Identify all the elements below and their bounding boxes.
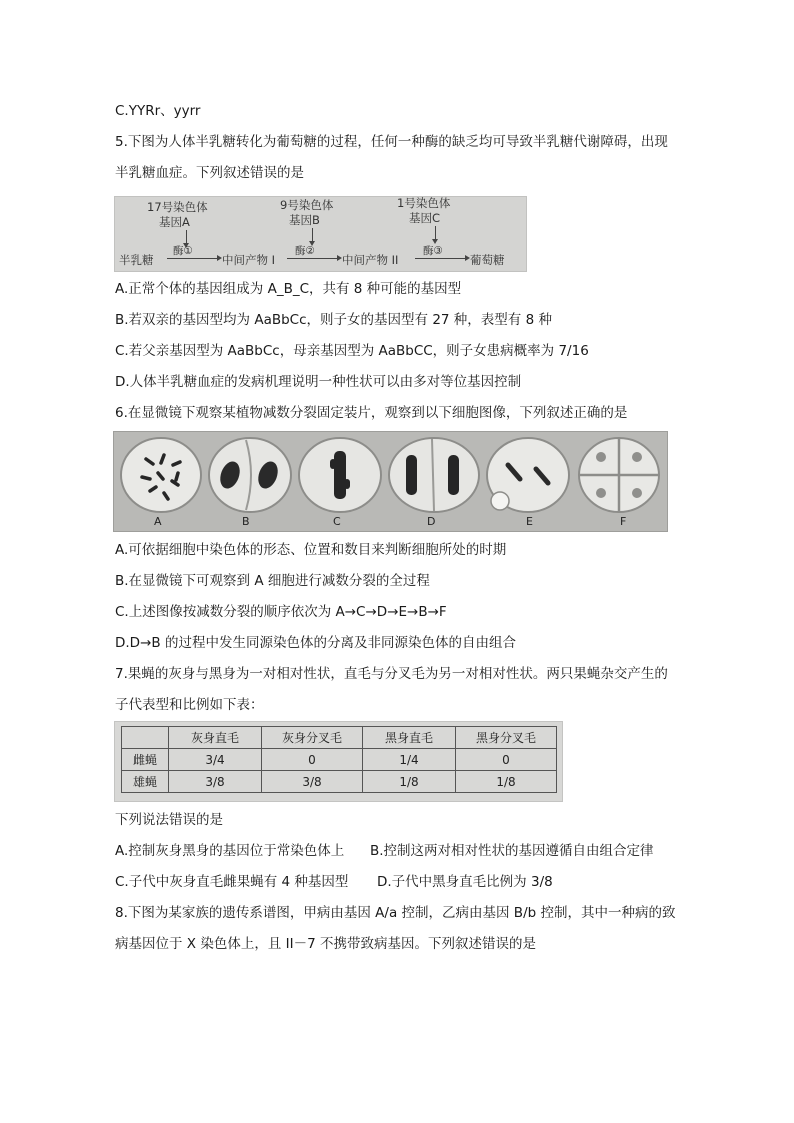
cell-image-d bbox=[386, 435, 482, 515]
cell-image-c bbox=[296, 435, 384, 515]
q6-option-c: C.上述图像按减数分裂的顺序依次为 A→C→D→E→B→F bbox=[115, 604, 447, 620]
offspring-ratio-table bbox=[121, 726, 557, 793]
gene-b-chromosome: 9号染色体 bbox=[280, 198, 334, 212]
q5-option-c: C.若父亲基因型为 AaBbCc，母亲基因型为 AaBbCC，则子女患病概率为 7/16 bbox=[115, 343, 589, 359]
table-header-cell: 黑身分叉毛 bbox=[456, 727, 557, 749]
cell-label-e: E bbox=[526, 515, 533, 528]
q4-option-c: C.YYRr、yyrr bbox=[115, 103, 201, 119]
table-cell: 1/8 bbox=[456, 771, 557, 793]
table-cell: 3/4 bbox=[169, 749, 262, 771]
gene-c-arrow bbox=[435, 226, 436, 240]
cell-image-e bbox=[484, 435, 572, 515]
reaction-arrow-3 bbox=[415, 258, 465, 259]
cell-label-b: B bbox=[242, 515, 250, 528]
offspring-ratio-table-image bbox=[114, 721, 563, 802]
gene-c-chromosome: 1号染色体 bbox=[397, 196, 451, 210]
table-header-cell bbox=[122, 727, 169, 749]
enzyme-2-label: 酶② bbox=[295, 245, 315, 257]
intermediate-1-label: 中间产物 I bbox=[222, 253, 276, 267]
q7-option-c: C.子代中灰身直毛雌果蝇有 4 种基因型 bbox=[115, 874, 349, 890]
product-label: 葡萄糖 bbox=[470, 253, 505, 267]
q5-stem-line1: 5.下图为人体半乳糖转化为葡萄糖的过程，任何一种酶的缺乏均可导致半乳糖代谢障碍，出现 bbox=[115, 134, 668, 150]
q7-option-d: D.子代中黑身直毛比例为 3/8 bbox=[377, 874, 553, 890]
intermediate-2-label: 中间产物 II bbox=[342, 253, 399, 267]
table-cell: 0 bbox=[456, 749, 557, 771]
enzyme-3-label: 酶③ bbox=[423, 245, 443, 257]
q7-option-a: A.控制灰身黑身的基因位于常染色体上 bbox=[115, 843, 345, 859]
q5-stem-line2: 半乳糖血症。下列叙述错误的是 bbox=[115, 165, 304, 181]
galactose-pathway-diagram bbox=[114, 196, 527, 272]
q7-stem-line2: 子代表型和比例如下表： bbox=[115, 697, 264, 713]
table-row bbox=[122, 749, 557, 771]
cell-label-a: A bbox=[154, 515, 162, 528]
q7-stem-line1: 7.果蝇的灰身与黑身为一对相对性状，直毛与分叉毛为另一对相对性状。两只果蝇杂交产生的 bbox=[115, 666, 668, 682]
table-cell: 0 bbox=[262, 749, 363, 771]
q6-option-b: B.在显微镜下可观察到 A 细胞进行减数分裂的全过程 bbox=[115, 573, 430, 589]
cell-label-d: D bbox=[427, 515, 436, 528]
gene-b-arrow bbox=[312, 228, 313, 242]
table-header-cell: 灰身直毛 bbox=[169, 727, 262, 749]
enzyme-1-label: 酶① bbox=[173, 245, 193, 257]
table-cell: 3/8 bbox=[262, 771, 363, 793]
table-header-row bbox=[122, 727, 557, 749]
q7-option-b: B.控制这两对相对性状的基因遵循自由组合定律 bbox=[370, 843, 654, 859]
gene-a-arrow bbox=[186, 230, 187, 244]
table-header-cell: 灰身分叉毛 bbox=[262, 727, 363, 749]
table-cell: 3/8 bbox=[169, 771, 262, 793]
gene-a-label: 基因A bbox=[159, 215, 190, 229]
table-row bbox=[122, 771, 557, 793]
q5-option-d: D.人体半乳糖血症的发病机理说明一种性状可以由多对等位基因控制 bbox=[115, 374, 522, 390]
table-cell: 1/8 bbox=[363, 771, 456, 793]
meiosis-cell-micrographs bbox=[113, 431, 668, 532]
table-cell: 雄蝇 bbox=[122, 771, 169, 793]
table-cell: 1/4 bbox=[363, 749, 456, 771]
gene-c-label: 基因C bbox=[409, 211, 441, 225]
gene-b-label: 基因B bbox=[289, 213, 320, 227]
q5-option-b: B.若双亲的基因型均为 AaBbCc，则子女的基因型有 27 种，表型有 8 种 bbox=[115, 312, 552, 328]
cell-label-c: C bbox=[333, 515, 341, 528]
q6-stem: 6.在显微镜下观察某植物减数分裂固定装片，观察到以下细胞图像，下列叙述正确的是 bbox=[115, 405, 628, 421]
reaction-arrow-2 bbox=[287, 258, 337, 259]
substrate-label: 半乳糖 bbox=[119, 253, 154, 267]
cell-image-a bbox=[118, 435, 204, 515]
q8-stem-line1: 8.下图为某家族的遗传系谱图，甲病由基因 A/a 控制，乙病由基因 B/b 控制，其中一种病的致 bbox=[115, 905, 676, 921]
cell-image-f bbox=[576, 435, 662, 515]
q6-option-d: D.D→B 的过程中发生同源染色体的分离及非同源染色体的自由组合 bbox=[115, 635, 516, 651]
q5-option-a: A.正常个体的基因组成为 A_B_C，共有 8 种可能的基因型 bbox=[115, 281, 462, 297]
table-header-cell: 黑身直毛 bbox=[363, 727, 456, 749]
q8-stem-line2: 病基因位于 X 染色体上，且 II－7 不携带致病基因。下列叙述错误的是 bbox=[115, 936, 536, 952]
q7-prompt: 下列说法错误的是 bbox=[115, 812, 223, 828]
q6-option-a: A.可依据细胞中染色体的形态、位置和数目来判断细胞所处的时期 bbox=[115, 542, 507, 558]
cell-image-b bbox=[206, 435, 294, 515]
reaction-arrow-1 bbox=[167, 258, 217, 259]
gene-a-chromosome: 17号染色体 bbox=[147, 200, 208, 214]
cell-label-f: F bbox=[620, 515, 627, 528]
table-cell: 雌蝇 bbox=[122, 749, 169, 771]
